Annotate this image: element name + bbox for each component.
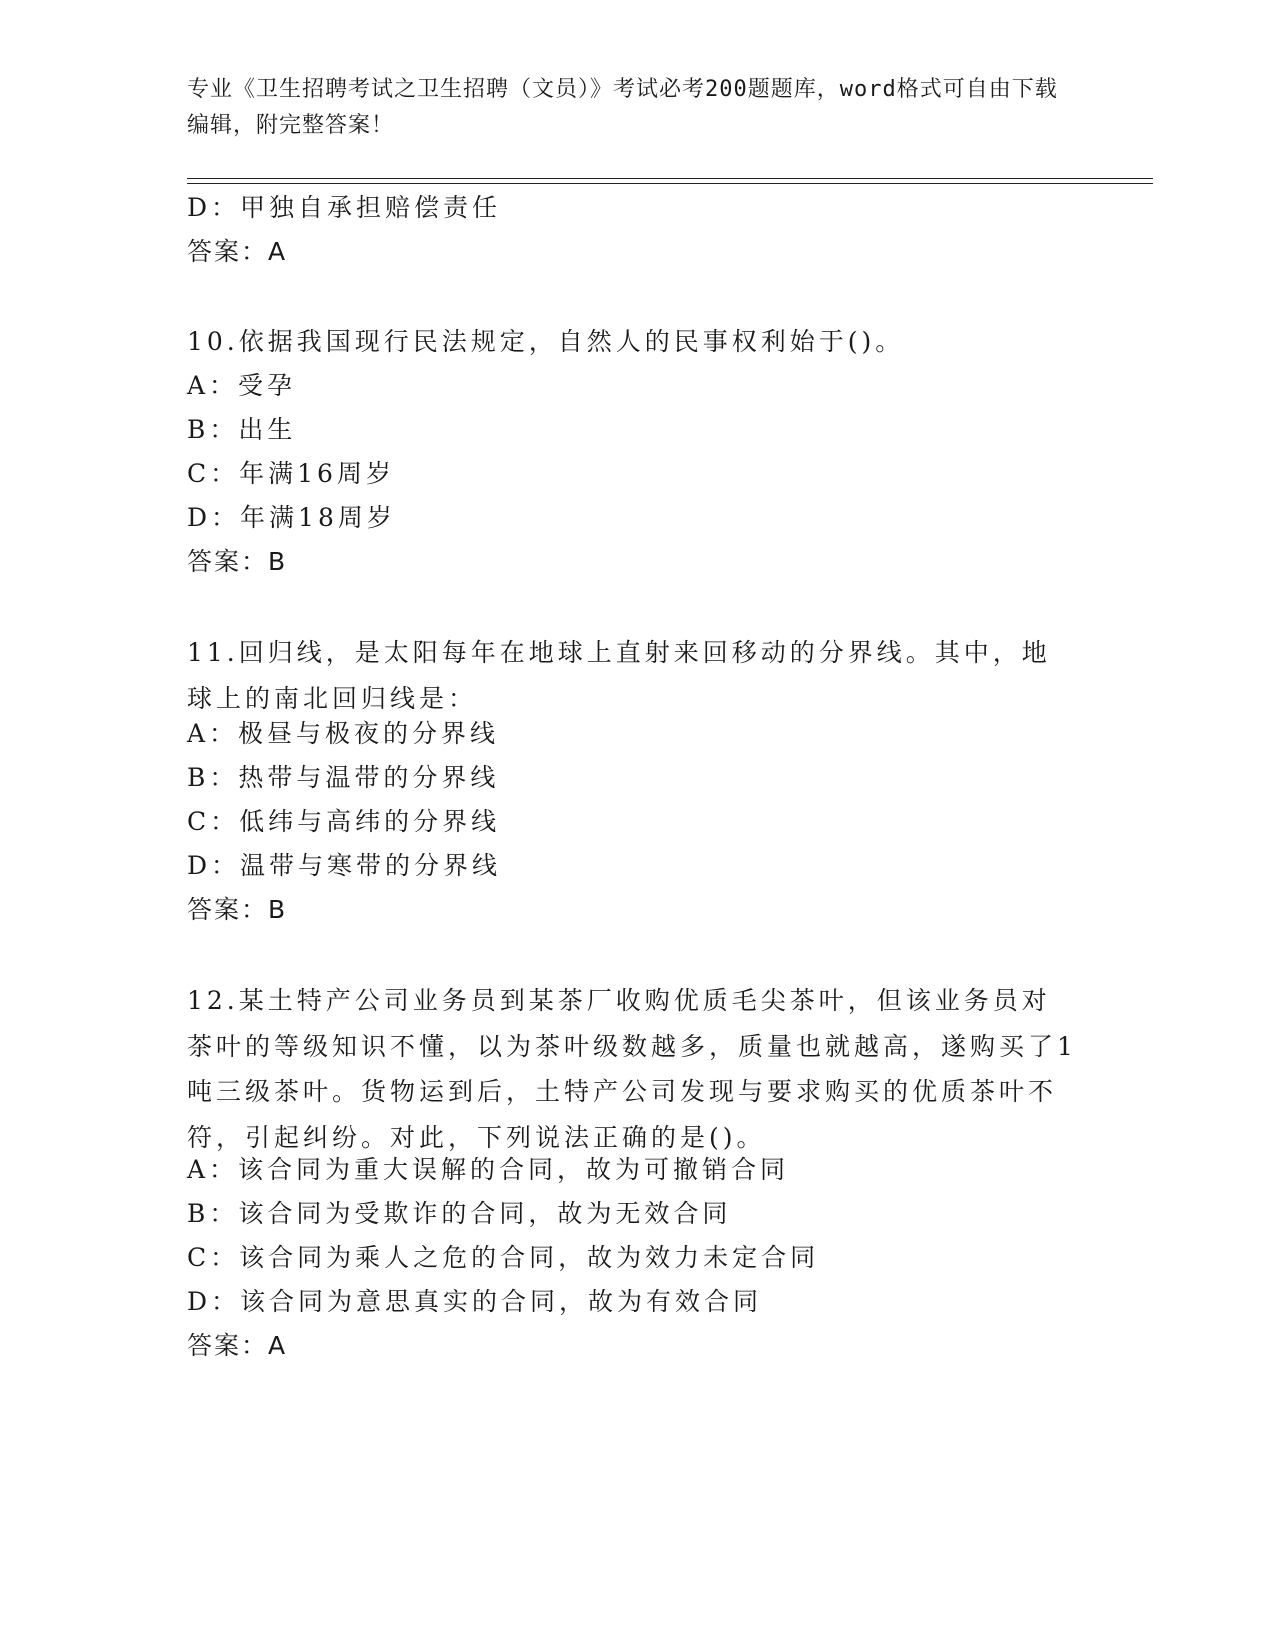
q12-option-a: A：该合同为重大误解的合同，故为可撤销合同 — [187, 1155, 790, 1184]
q10-answer: 答案：B — [187, 547, 288, 576]
q12-option-d: D：该合同为意思真实的合同，故为有效合同 — [187, 1287, 763, 1316]
q11-stem: 11.回归线，是太阳每年在地球上直射来回移动的分界线。其中，地球上的南北回归线是： — [187, 638, 1051, 713]
q10-option-a: A：受孕 — [187, 371, 297, 400]
q9-answer: 答案：A — [187, 237, 288, 266]
q10-option-b: B：出生 — [187, 415, 297, 444]
q9-option-d: D：甲独自承担赔偿责任 — [187, 193, 502, 222]
q12-answer: 答案：A — [187, 1331, 288, 1360]
q10-option-d: D：年满18周岁 — [187, 503, 396, 532]
q11-option-b: B：热带与温带的分界线 — [187, 763, 500, 792]
q11-answer: 答案：B — [187, 895, 288, 924]
q12-stem: 12.某土特产公司业务员到某茶厂收购优质毛尖茶叶，但该业务员对茶叶的等级知识不懂，以为茶叶级数越多，质量也就越高，遂购买了1吨三级茶叶。货物运到后，土特产公司发现与要求购买的优质茶叶不符，引起纠纷。对此，下列说法正确的是()。 — [187, 986, 1077, 1152]
q12-option-c: C：该合同为乘人之危的合同，故为效力未定合同 — [187, 1243, 820, 1272]
q10-stem: 10.依据我国现行民法规定，自然人的民事权利始于()。 — [187, 327, 905, 356]
q12-option-b: B：该合同为受欺诈的合同，故为无效合同 — [187, 1199, 732, 1228]
q11-option-d: D：温带与寒带的分界线 — [187, 851, 502, 880]
q10-option-c: C：年满16周岁 — [187, 459, 395, 488]
header-divider-bottom — [187, 183, 1153, 184]
q11-option-c: C：低纬与高纬的分界线 — [187, 807, 501, 836]
q11-option-a: A：极昼与极夜的分界线 — [187, 719, 500, 748]
header-divider-top — [187, 178, 1153, 179]
document-header: 专业《卫生招聘考试之卫生招聘（文员）》考试必考200题题库，word格式可自由下载编辑，附完整答案！ — [187, 77, 1058, 138]
